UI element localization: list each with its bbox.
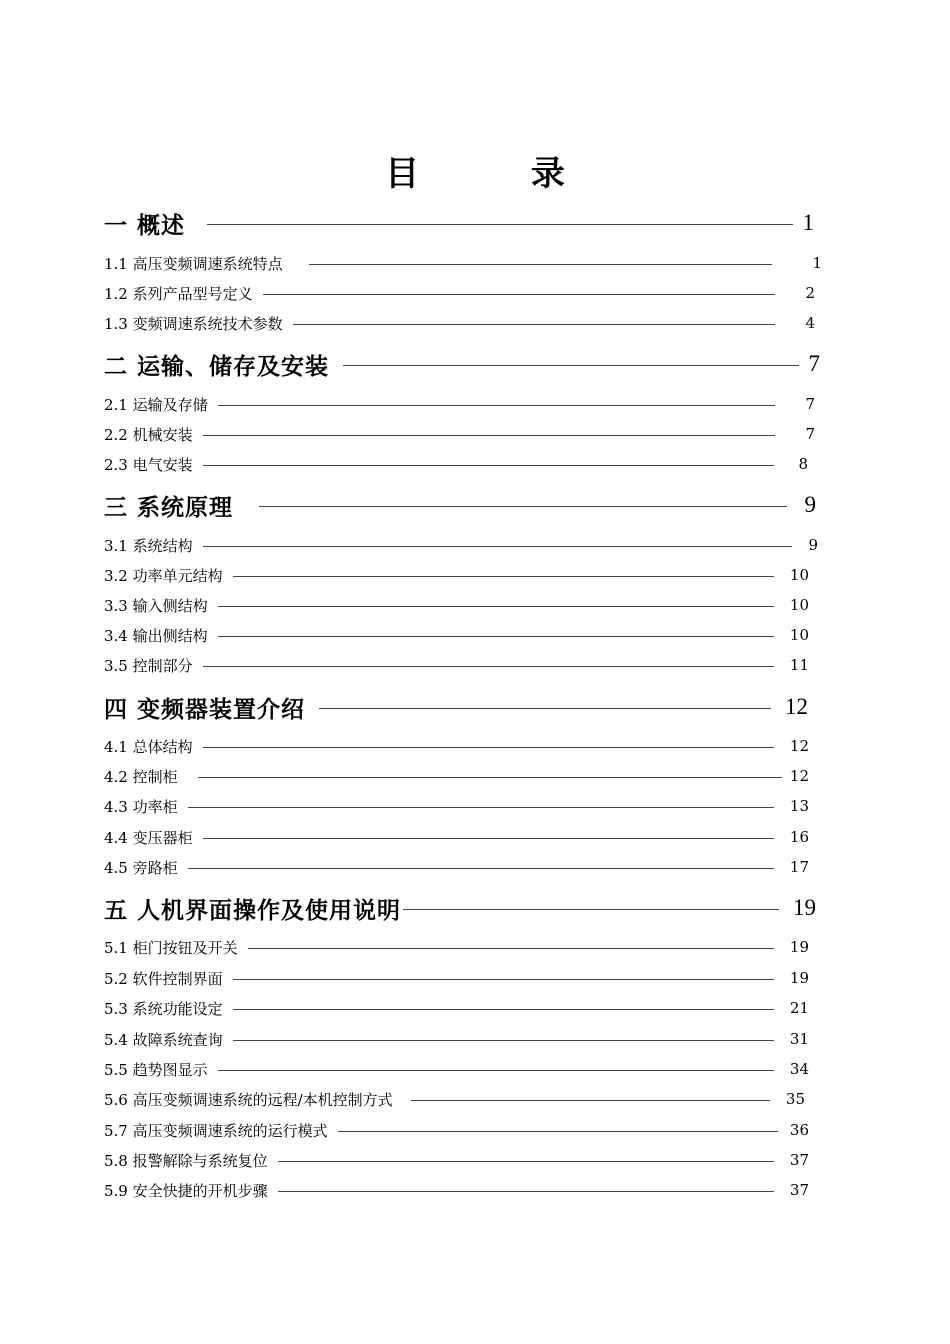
toc-section-2-1[interactable] [104, 392, 815, 416]
dot-leader [233, 1040, 774, 1041]
toc-section-1-1[interactable] [104, 251, 822, 275]
dot-leader [203, 838, 774, 839]
section-page-number: 37 [789, 1181, 809, 1199]
chapter-page-number: 12 [785, 694, 808, 719]
toc-section-5-6[interactable] [104, 1087, 805, 1111]
chapter-page-number: 1 [802, 210, 814, 235]
section-title: 4.2 控制柜 [104, 767, 178, 786]
section-page-number: 36 [789, 1121, 809, 1139]
dot-leader [188, 868, 774, 869]
section-page-number: 37 [789, 1151, 809, 1169]
section-title: 4.1 总体结构 [104, 737, 193, 756]
chapter-page-number: 19 [793, 895, 816, 920]
dot-leader [343, 365, 798, 366]
dot-leader [218, 636, 774, 637]
section-title: 4.4 变压器柜 [104, 828, 193, 847]
dot-leader [233, 576, 774, 577]
dot-leader [203, 747, 774, 748]
section-page-number: 12 [789, 737, 809, 755]
chapter-page-number: 7 [808, 351, 820, 376]
section-title: 5.5 趋势图显示 [104, 1060, 208, 1079]
toc-section-1-2[interactable] [104, 281, 815, 305]
section-page-number: 7 [805, 395, 815, 413]
section-title: 3.1 系统结构 [104, 536, 193, 555]
chapter-page-number: 9 [804, 492, 816, 517]
section-title: 2.2 机械安装 [104, 425, 193, 444]
toc-section-5-7[interactable] [104, 1118, 809, 1142]
section-page-number: 2 [805, 284, 815, 302]
dot-leader [233, 979, 774, 980]
chapter-title: 三 系统原理 [104, 494, 234, 521]
dot-leader [233, 1009, 774, 1010]
section-page-number: 19 [789, 969, 809, 987]
toc-section-5-1[interactable] [104, 935, 809, 959]
dot-leader [263, 294, 776, 295]
dot-leader [188, 807, 774, 808]
toc-chapter-4[interactable] [104, 690, 808, 724]
section-page-number: 17 [789, 858, 809, 876]
chapter-title: 一 概述 [104, 212, 186, 239]
toc-section-4-3[interactable] [104, 794, 809, 818]
section-page-number: 10 [789, 566, 809, 584]
chapter-title: 四 变频器装置介绍 [104, 696, 306, 723]
dot-leader [338, 1131, 778, 1132]
section-page-number: 10 [789, 626, 809, 644]
section-page-number: 16 [789, 828, 809, 846]
toc-section-4-1[interactable] [104, 734, 809, 758]
dot-leader [319, 708, 771, 709]
section-page-number: 8 [798, 455, 808, 473]
section-page-number: 13 [789, 797, 809, 815]
toc-section-3-5[interactable] [104, 653, 809, 677]
toc-section-2-3[interactable] [104, 452, 808, 476]
section-title: 4.5 旁路柜 [104, 858, 178, 877]
section-page-number: 7 [805, 425, 815, 443]
section-page-number: 21 [789, 999, 809, 1017]
section-page-number: 1 [812, 254, 822, 272]
toc-section-3-4[interactable] [104, 623, 809, 647]
section-page-number: 35 [785, 1090, 805, 1108]
section-page-number: 4 [805, 314, 815, 332]
dot-leader [293, 324, 776, 325]
dot-leader [203, 435, 776, 436]
toc-chapter-1[interactable] [104, 206, 814, 240]
section-page-number: 31 [789, 1030, 809, 1048]
section-title: 5.1 柜门按钮及开关 [104, 938, 238, 957]
dot-leader [207, 224, 792, 225]
section-title: 5.4 故障系统查询 [104, 1030, 223, 1049]
section-page-number: 11 [789, 656, 809, 674]
toc-section-5-9[interactable] [104, 1178, 809, 1202]
dot-leader [278, 1161, 774, 1162]
toc-chapter-5[interactable] [104, 891, 816, 925]
dot-leader [198, 777, 782, 778]
toc-section-2-2[interactable] [104, 422, 815, 446]
toc-section-1-3[interactable] [104, 311, 815, 335]
dot-leader [309, 264, 773, 265]
chapter-title: 五 人机界面操作及使用说明 [104, 897, 402, 924]
section-page-number: 10 [789, 596, 809, 614]
section-title: 1.1 高压变频调速系统特点 [104, 254, 283, 273]
section-title: 1.2 系列产品型号定义 [104, 284, 253, 303]
section-title: 2.3 电气安装 [104, 455, 193, 474]
toc-section-4-2[interactable] [104, 764, 809, 788]
page-title: 目 录 [385, 154, 615, 194]
section-title: 4.3 功率柜 [104, 797, 178, 816]
dot-leader [411, 1100, 770, 1101]
toc-section-5-2[interactable] [104, 966, 809, 990]
dot-leader [203, 666, 774, 667]
dot-leader [218, 606, 774, 607]
section-title: 5.2 软件控制界面 [104, 969, 223, 988]
toc-section-5-8[interactable] [104, 1148, 809, 1172]
section-page-number: 9 [808, 536, 818, 554]
section-title: 3.5 控制部分 [104, 656, 193, 675]
section-title: 5.9 安全快捷的开机步骤 [104, 1181, 268, 1200]
dot-leader [203, 465, 775, 466]
toc-section-5-3[interactable] [104, 996, 809, 1020]
section-title: 3.2 功率单元结构 [104, 566, 223, 585]
section-title: 5.6 高压变频调速系统的远程/本机控制方式 [104, 1090, 393, 1109]
section-title: 1.3 变频调速系统技术参数 [104, 314, 283, 333]
dot-leader [203, 546, 793, 547]
section-title: 5.3 系统功能设定 [104, 999, 223, 1018]
dot-leader [218, 405, 776, 406]
dot-leader [403, 909, 779, 910]
toc-chapter-3[interactable] [104, 488, 816, 522]
toc-section-3-2[interactable] [104, 563, 809, 587]
section-title: 5.7 高压变频调速系统的运行模式 [104, 1121, 328, 1140]
dot-leader [278, 1191, 774, 1192]
chapter-title: 二 运输、储存及安装 [104, 353, 330, 380]
dot-leader [218, 1070, 774, 1071]
toc-section-3-3[interactable] [104, 593, 809, 617]
toc-section-4-4[interactable] [104, 825, 809, 849]
dot-leader [248, 948, 774, 949]
toc-section-4-5[interactable] [104, 855, 809, 879]
section-title: 3.3 输入侧结构 [104, 596, 208, 615]
toc-section-3-1[interactable] [104, 533, 818, 557]
section-page-number: 12 [789, 767, 809, 785]
section-title: 5.8 报警解除与系统复位 [104, 1151, 268, 1170]
dot-leader [259, 506, 786, 507]
section-title: 3.4 输出侧结构 [104, 626, 208, 645]
toc-section-5-5[interactable] [104, 1057, 809, 1081]
toc-section-5-4[interactable] [104, 1027, 809, 1051]
section-page-number: 34 [789, 1060, 809, 1078]
section-page-number: 19 [789, 938, 809, 956]
toc-chapter-2[interactable] [104, 347, 820, 381]
section-title: 2.1 运输及存储 [104, 395, 208, 414]
